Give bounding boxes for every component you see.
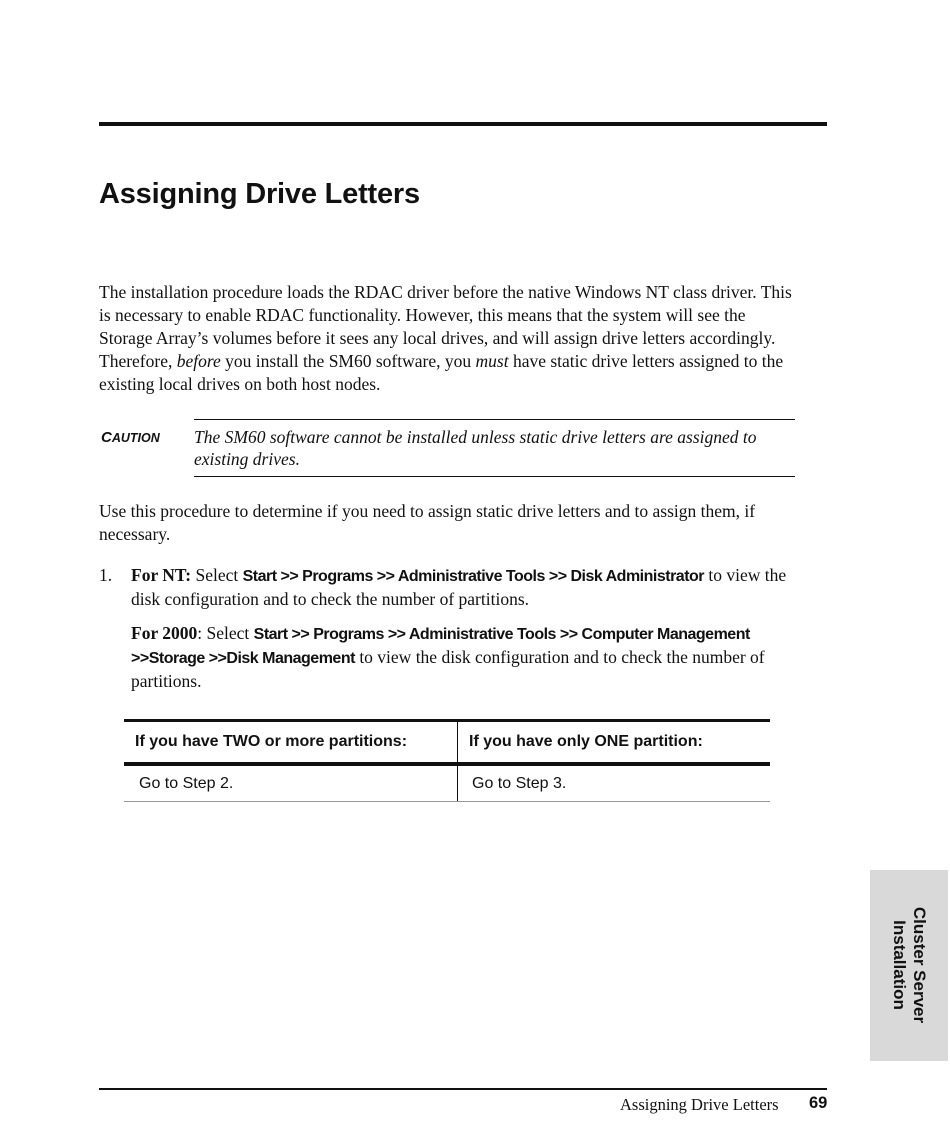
- caution-text: The SM60 software cannot be installed unless static drive letters are assigned to existing drives.: [194, 427, 757, 469]
- partition-table-grid: [124, 719, 770, 802]
- page-title: Assigning Drive Letters: [99, 178, 420, 210]
- caution-top-rule: [194, 419, 795, 420]
- side-tab-label: [889, 907, 929, 1023]
- intro-text-2: you install the SM60 software, you: [220, 351, 476, 371]
- table-header-one-partition: If you have only ONE partition:: [458, 721, 771, 765]
- section-side-tab: [870, 870, 948, 1061]
- side-tab-line-1: Cluster Server: [910, 906, 929, 1024]
- step-nt-instruction: [131, 564, 801, 611]
- nt-rest-text: to view the disk configuration and to check the number of partitions.: [131, 565, 787, 609]
- caution-label-initial: C: [101, 429, 112, 446]
- table-header-row: [124, 721, 770, 765]
- footer-section-title: Assigning Drive Letters: [620, 1095, 779, 1114]
- intro-emphasis-before: before: [176, 351, 221, 371]
- w2k-label: For 2000: [131, 623, 198, 643]
- page-number: 69: [809, 1094, 828, 1112]
- intro-text-1: The installation procedure loads the RDAC driver before the native Windows NT class driver. This is necessary to enable RDAC functionality. However, this means that the system will see the Storage Array’s volumes before it sees any local drives, and will assign drive letters accordingly. Therefore,: [99, 282, 792, 371]
- step-number: 1.: [99, 565, 113, 585]
- intro-paragraph: [99, 281, 799, 396]
- w2k-menu-path: Start >> Programs >> Administrative Tools >> Computer Management >>Storage >>Disk Management: [131, 626, 750, 667]
- caution-bottom-rule: [194, 476, 795, 477]
- procedure-intro: Use this procedure to determine if you need to assign static drive letters and to assign them, if necessary.: [99, 501, 756, 544]
- intro-text-3: have static drive letters assigned to the existing local drives on both host nodes.: [99, 351, 784, 394]
- footer-rule: [99, 1088, 827, 1090]
- side-tab-line-2: Installation: [890, 920, 909, 1010]
- step-2000-instruction: [131, 622, 801, 693]
- intro-emphasis-must: must: [475, 351, 509, 371]
- nt-label: For NT:: [131, 565, 192, 585]
- table-row: [124, 764, 770, 802]
- nt-menu-path: Start >> Programs >> Administrative Tools >> Disk Administrator: [242, 568, 705, 585]
- w2k-rest-text: to view the disk configuration and to check the number of partitions.: [131, 647, 765, 691]
- caution-label-rest: AUTION: [111, 431, 160, 445]
- top-rule: [99, 122, 827, 126]
- table-header-two-partitions: If you have TWO or more partitions:: [124, 721, 458, 765]
- table-cell-goto-step-3: Go to Step 3.: [458, 764, 771, 802]
- caution-label: [101, 429, 160, 446]
- table-cell-goto-step-2: Go to Step 2.: [124, 764, 458, 802]
- nt-select-text: Select: [191, 565, 243, 585]
- partition-table: [124, 719, 770, 802]
- w2k-select-text: : Select: [197, 623, 254, 643]
